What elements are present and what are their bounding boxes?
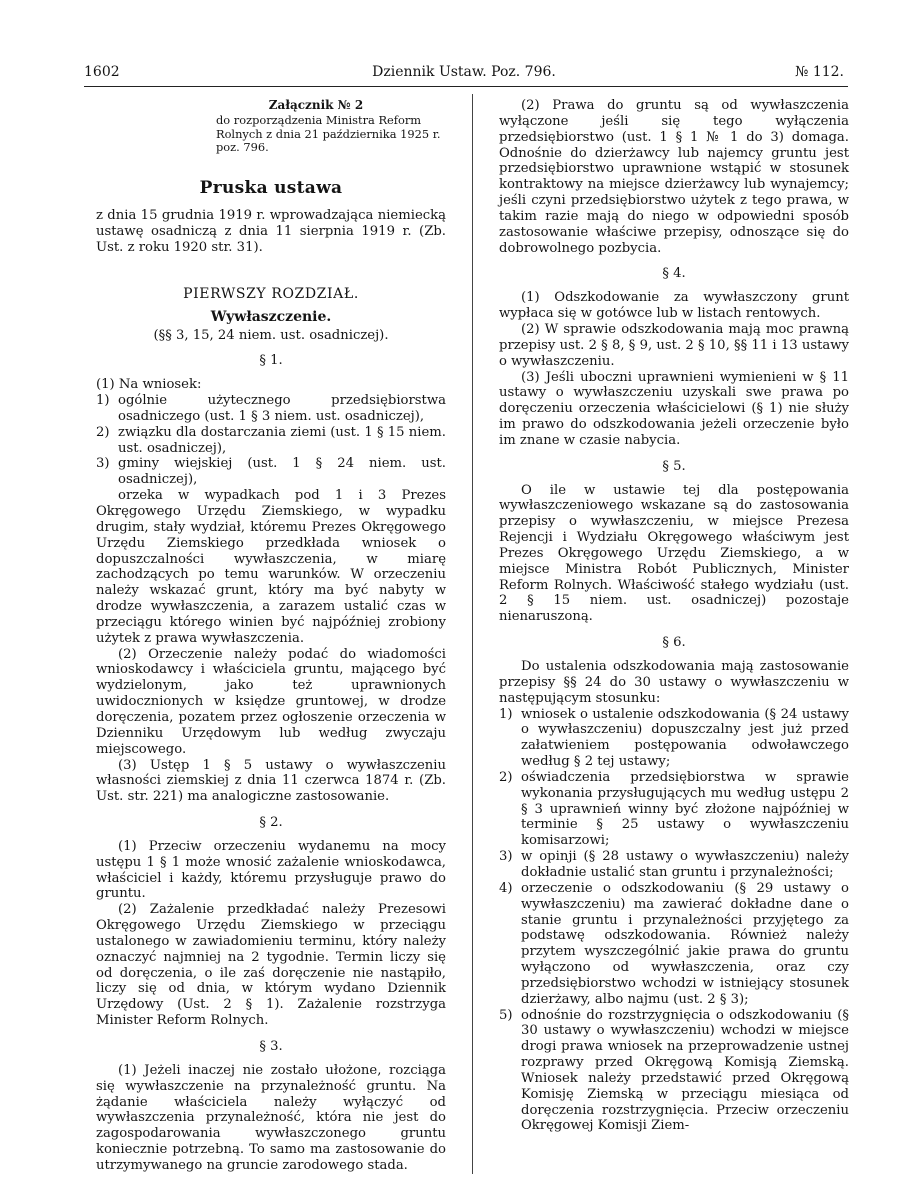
chapter-heading: PIERWSZY ROZDZIAŁ. (183, 285, 359, 302)
list-item-text: orzeczenie o odszkodowaniu (§ 29 ustawy o wywłaszczeniu) ma zawierać dokładne dane o stanie gruntu i przynależności przyjętego za podstawę odszkodowania. Również należy przytem wyszczególnić jakie prawa do gruntu wyłączono od wywłaszczenia, oraz czy przedsiębiorstwo wchodzi w istniejący stosunek dzierżawy, albo najmu (ust. 2 § 3); (521, 880, 849, 1007)
list-item (96, 425, 446, 457)
list-item (96, 456, 446, 488)
section-1-paragraph-1: orzeka w wypadkach pod 1 i 3 Prezes Okręgowego Urzędu Ziemskiego, w wypadku drugim, stały wydział, któremu Prezes Okręgowego Urzędu Ziemskiego przedkłada wniosek o dopuszczalności wywłaszczenia, w miarę zachodzących po temu warunków. W orzeczeniu należy wskazać grunt, który ma być nabyty w drodze wywłaszczenia, a zarazem ustalić czas w przeciągu którego winien być najpóźniej zrobiony użytek z prawa wywłaszczenia. (96, 488, 446, 646)
list-item (499, 881, 849, 1008)
list-item (499, 770, 849, 849)
list-item-text: gminy wiejskiej (ust. 1 § 24 niem. ust. osadniczej), (118, 456, 446, 488)
section-1-intro: (1) Na wniosek: (96, 377, 202, 393)
left-column (96, 98, 446, 1174)
annex-title: Załącznik № 2 (268, 98, 364, 112)
section-heading-6: § 6. (662, 635, 686, 651)
list-item-text: oświadczenia przedsiębiorstwa w sprawie wykonania przysługujących mu według ustępu 2 § 3 uprawnień winny być złożone najpóźniej w terminie § 25 ustawy o wywłaszczeniu komisarzowi; (521, 769, 849, 849)
list-item-text: wniosek o ustalenie odszkodowania (§ 24 ustawy o wywłaszczeniu) dopuszczalny jest już przed załatwieniem postępowania odwoławczego według § 2 tej ustawy; (521, 706, 849, 770)
section-heading-2: § 2. (259, 815, 283, 831)
column-divider (472, 94, 473, 1174)
page-header (84, 64, 844, 84)
chapter-name: Wywłaszczenie. (210, 308, 332, 325)
section-4-paragraph-2: (2) W sprawie odszkodowania mają moc prawną przepisy ust. 2 § 8, § 9, ust. 2 § 10, §§ 11 i 13 ustawy o wywłaszczeniu. (499, 321, 849, 369)
list-item-text: ogólnie użytecznego przedsiębiorstwa osadniczego (ust. 1 § 3 niem. ust. osadniczej), (118, 393, 446, 424)
section-3-paragraph-2: (2) Prawa do gruntu są od wywłaszczenia wyłączone jeśli się tego wyłączenia przedsiębiorstwo (ust. 1 § 1 № 1 do 3) domaga. Odnośnie do dzierżawcy lub najemcy gruntu jest przedsiębiorstwo uprawnione wstąpić w stosunek kontraktowy na miejsce dzierżawcy lub wynajemcy; jeśli czyni przedsiębiorstwo użytek z tego prawa, w takim razie mają do niego w odpowiedni sposób zastosowanie właściwe przepisy, odnoszące się do dobrowolnego pozbycia. (499, 98, 849, 256)
section-3-paragraph-1: (1) Jeżeli inaczej nie zostało ułożone, rozciąga się wywłaszczenie na przynależność gruntu. Na żądanie właściciela należy wyłączyć od wywłaszczenia przynależność, która nie jest do zagospodarowania wywłaszczonego gruntu koniecznie potrzebną. To samo ma zastosowanie do utrzymywanego na gruncie zarodowego stada. (96, 1062, 446, 1173)
annex-text: do rozporządzenia Ministra Reform Rolnych z dnia 21 października 1925 r. poz. 796. (216, 113, 441, 154)
section-4-paragraph-3: (3) Jeśli uboczni uprawnieni wymienieni w § 11 ustawy o wywłaszczeniu uzyskali swe prawa po doręczeniu orzeczenia właścicielowi (§ 1) nie służy im prawo do odszkodowania jeżeli orzeczenie było im znane w czasie nabycia. (499, 369, 849, 448)
list-item-number: 1) (499, 706, 513, 722)
list-item (499, 1008, 849, 1135)
section-heading-1: § 1. (259, 353, 283, 369)
list-item-text: odnośnie do rozstrzygnięcia o odszkodowaniu (§ 30 ustawy o wywłaszczeniu) wchodzi w miejsce drogi prawa wniosek na przeprowadzenie ustnej rozprawy przed Okręgową Komisją Ziemską. Wniosek należy przedstawić przed Okręgową Komisję Ziemską w przeciągu miesiąca od doręczenia rozstrzygnięcia. Przeciw orzeczeniu Okręgowej Komisji Ziem- (521, 1007, 849, 1134)
section-2-paragraph-1: (1) Przeciw orzeczeniu wydanemu na mocy ustępu 1 § 1 może wnosić zażalenie wnioskodawca, właściciel i każdy, któremu przysługuje prawo do gruntu. (96, 838, 446, 902)
section-5-paragraph-1: O ile w ustawie tej dla postępowania wywłaszczeniowego wskazane są do zastosowania przepisy o wywłaszczeniu, w miejsce Prezesa Rejencji i Wydziału Okręgowego właściwym jest Prezes Okręgowego Urzędu Ziemskiego, a w miejsce Ministra Robót Publicznych, Minister Reform Rolnych. Właściwość stałego wydziału (ust. 2 § 15 niem. ust. osadniczej) pozostaje nienaruszoną. (499, 482, 849, 625)
section-heading-3: § 3. (259, 1039, 283, 1054)
list-item-number: 2) (96, 424, 110, 440)
section-4-paragraph-1: (1) Odszkodowanie za wywłaszczony grunt wypłaca się w gotówce lub w listach rentowych. (499, 290, 849, 322)
list-item-number: 2) (499, 769, 513, 785)
journal-title: Dziennik Ustaw. Poz. 796. (372, 64, 556, 80)
list-item-number: 4) (499, 880, 513, 896)
section-2-paragraph-2: (2) Zażalenie przedkładać należy Prezesowi Okręgowego Urzędu Ziemskiego w przeciągu ustalonego w zawiadomieniu terminu, który należy oznaczyć najmniej na 2 tygodnie. Termin liczy się od doręczenia, o ile zaś doręczenie nie nastąpiło, liczy się od dnia, w którym wydano Dziennik Urzędowy (Ust. 2 § 1). Zażalenie rozstrzyga Minister Reform Rolnych. (96, 902, 446, 1029)
list-item (499, 849, 849, 881)
section-1-paragraph-3: (3) Ustęp 1 § 5 ustawy o wywłaszczeniu własności ziemskiej z dnia 11 czerwca 1874 r. (Zb. Ust. str. 221) ma analogiczne zastosowanie. (96, 757, 446, 805)
list-item (499, 707, 849, 770)
section-heading-5: § 5. (662, 458, 686, 474)
section-heading-4: § 4. (662, 266, 686, 282)
list-item-number: 3) (499, 849, 513, 865)
list-item (96, 393, 446, 425)
issue-number: № 112. (795, 64, 844, 80)
list-item-number: 5) (499, 1007, 513, 1023)
header-rule (84, 86, 848, 87)
list-item-number: 1) (96, 393, 110, 409)
section-1-list (96, 393, 446, 488)
section-6-list (499, 707, 849, 1135)
law-title: Pruska ustawa (199, 178, 343, 199)
list-item-text: w opinji (§ 28 ustawy o wywłaszczeniu) należy dokładnie ustalić stan gruntu i przynależności; (521, 849, 849, 880)
list-item-number: 3) (96, 456, 110, 472)
right-column (499, 98, 849, 1134)
section-1-paragraph-2: (2) Orzeczenie należy podać do wiadomości wnioskodawcy i właściciela gruntu, mającego być wydzielonym, jako też uprawnionych uwidocznionych w księdze gruntowej, w drodze doręczenia, pozatem przez ogłoszenie orzeczenia w Dzienniku Urzędowym lub według zwyczaju miejscowego. (96, 646, 446, 757)
section-6-intro: Do ustalenia odszkodowania mają zastosowanie przepisy §§ 24 do 30 ustawy o wywłaszczeniu w następującym stosunku: (499, 659, 849, 706)
list-item-text: związku dla dostarczania ziemi (ust. 1 § 15 niem. ust. osadniczej), (118, 424, 446, 456)
page-number: 1602 (84, 64, 120, 80)
law-subtitle: z dnia 15 grudnia 1919 r. wprowadzająca niemiecką ustawę osadniczą z dnia 11 sierpnia 1919 r. (Zb. Ust. z roku 1920 str. 31). (96, 208, 446, 256)
chapter-reference: (§§ 3, 15, 24 niem. ust. osadniczej). (153, 327, 389, 343)
